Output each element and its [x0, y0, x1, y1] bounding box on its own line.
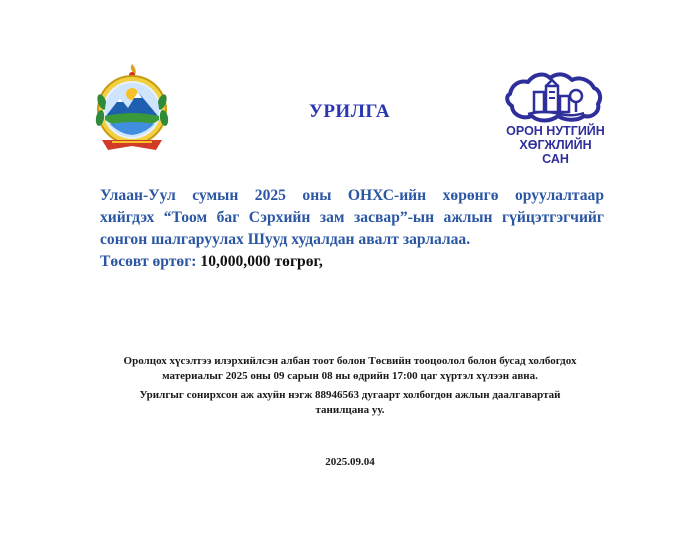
submission-line-2: материалыг 2025 оны 09 сарын 08 ны өдрийн 17:00 цаг хүртэл хүлээн авна.: [162, 370, 538, 382]
announcement-line-2: хийгдэх “Тоом баг Сэрхийн зам засвар”-ын ажлын гүйцэтгэгчийг: [100, 209, 604, 226]
local-development-fund-logo: [504, 66, 604, 124]
announcement-line-1: Улаан-Уул сумын 2025 оны ОНХС-ийн хөрөнгө оруулалтаар: [100, 187, 604, 204]
budget-amount: 10,000,000 төгрөг,: [200, 253, 323, 270]
fund-name: [488, 124, 623, 166]
submission-paragraph: [95, 354, 605, 384]
announcement-date: 2025.09.04: [325, 456, 375, 468]
fund-name-line-1: ОРОН НУТГИЙН: [506, 124, 605, 138]
fund-name-line-3: САН: [542, 152, 569, 166]
page-title: УРИЛГА: [308, 101, 391, 122]
announcement-line-3: сонгон шалгаруулах Шууд худалдан авалт зарлалаа.: [100, 231, 471, 248]
submission-line-1: Оролцох хүсэлтээ илэрхийлсэн албан тоот болон Төсвийн тооцоолол болон бусад холбогдох: [123, 355, 577, 367]
contact-line-2: танилцана уу.: [315, 404, 385, 416]
announcement-text: [100, 185, 604, 273]
budget-label: Төсөвт өртөг:: [100, 253, 197, 270]
contact-paragraph: [95, 388, 605, 418]
contact-line-1: Урилгыг сонирхсон аж ахуйн нэгж 88946563 дугаарт холбогдон ажлын даалгавартай: [139, 389, 561, 401]
fund-name-line-2: ХӨГЖЛИЙН: [519, 138, 592, 152]
budget-line: [100, 251, 604, 273]
